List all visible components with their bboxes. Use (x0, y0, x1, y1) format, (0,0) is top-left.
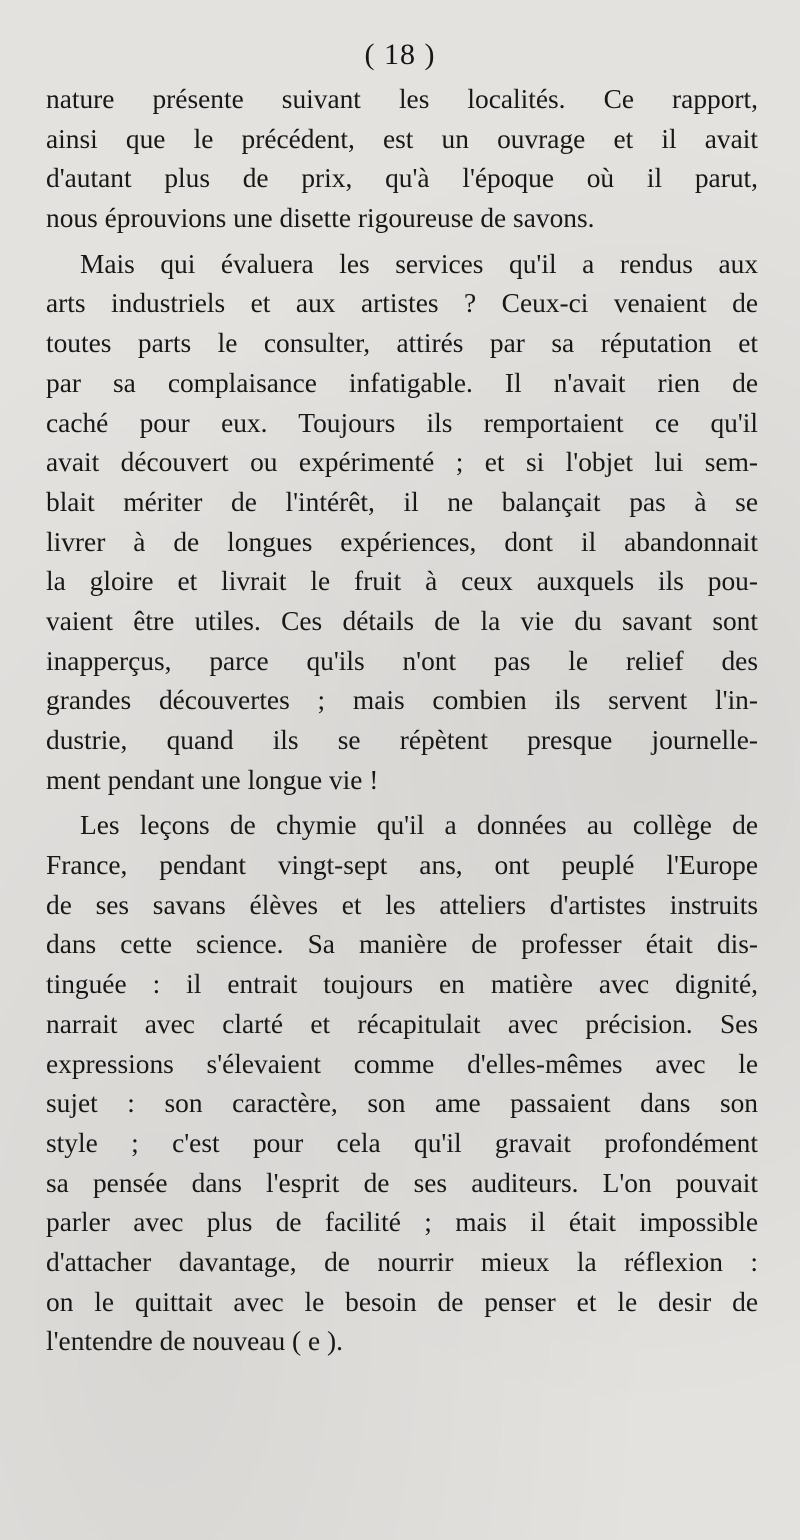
text-line: toutes parts le consulter, attirés par sa réputation et (46, 328, 758, 359)
text-line: expressions s'élevaient comme d'elles-mêmes avec le (46, 1048, 758, 1079)
text-line: sa pensée dans l'esprit de ses auditeurs. L'on pouvait (46, 1167, 758, 1198)
text-line: de ses savans élèves et les atteliers d'artistes instruits (46, 889, 758, 920)
text-line: nature présente suivant les localités. Ce rapport, (46, 84, 758, 114)
paragraph (46, 80, 758, 239)
text-line: France, pendant vingt-sept ans, ont peuplé l'Europe (46, 850, 758, 881)
text-line: ment pendant une longue vie ! (46, 764, 379, 795)
text-line: caché pour eux. Toujours ils remportaient ce qu'il (46, 407, 758, 438)
text-line: parler avec plus de facilité ; mais il était impossible (46, 1207, 758, 1238)
text-line: arts industriels et aux artistes ? Ceux-ci venaient de (46, 288, 758, 319)
text-line: avait découvert ou expérimenté ; et si l'objet lui sem- (46, 447, 758, 478)
text-line: d'autant plus de prix, qu'à l'époque où il parut, (46, 163, 758, 194)
text-line: par sa complaisance infatigable. Il n'avait rien de (46, 367, 758, 398)
text-line: grandes découvertes ; mais combien ils servent l'in- (46, 685, 758, 716)
paragraph (46, 245, 758, 801)
text-line: la gloire et livrait le fruit à ceux auxquels ils pou- (46, 566, 758, 597)
text-line: tinguée : il entrait toujours en matière avec dignité, (46, 969, 758, 1000)
text-line: on le quittait avec le besoin de penser et le desir de (46, 1286, 758, 1317)
text-line: l'entendre de nouveau ( e ). (46, 1326, 343, 1357)
paragraph (46, 806, 758, 1362)
text-line: nous éprouvions une disette rigoureuse de savons. (46, 203, 595, 234)
text-line: livrer à de longues expériences, dont il abandonnait (46, 526, 758, 557)
text-line: style ; c'est pour cela qu'il gravait profondément (46, 1127, 758, 1158)
body-text (46, 80, 758, 1362)
text-line: dans cette science. Sa manière de professer était dis- (46, 929, 758, 960)
text-line: ainsi que le précédent, est un ouvrage et il avait (46, 123, 758, 154)
text-line: vaient être utiles. Ces détails de la vie du savant sont (46, 605, 758, 636)
text-line: Mais qui évaluera les services qu'il a rendus aux (80, 248, 758, 279)
text-line: narrait avec clarté et récapitulait avec précision. Ses (46, 1008, 758, 1039)
text-line: sujet : son caractère, son ame passaient dans son (46, 1088, 758, 1119)
page-number: ( 18 ) (364, 38, 436, 71)
text-line: dustrie, quand ils se répètent presque journelle- (46, 725, 758, 755)
text-line: inapperçus, parce qu'ils n'ont pas le relief des (46, 645, 758, 676)
text-line: d'attacher davantage, de nourrir mieux la réflexion : (46, 1246, 758, 1277)
text-line: Les leçons de chymie qu'il a données au collège de (80, 810, 758, 841)
text-line: blait mériter de l'intérêt, il ne balançait pas à se (46, 486, 758, 517)
